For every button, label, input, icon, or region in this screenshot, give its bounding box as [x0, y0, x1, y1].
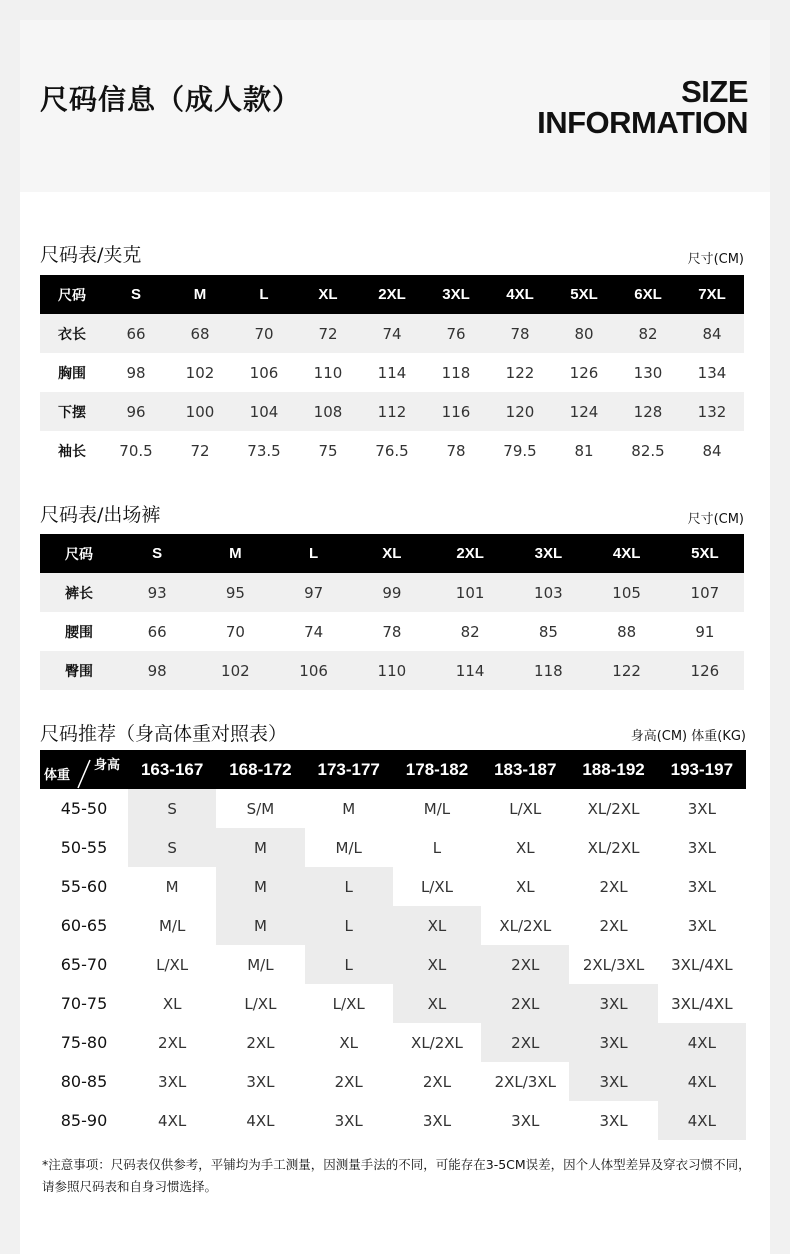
table-cell: 72	[190, 441, 210, 460]
table-cell: 114	[377, 363, 407, 382]
weight-range-label: 45-50	[60, 799, 108, 818]
disclaimer-note: *注意事项：尺码表仅供参考，平铺均为手工测量，因测量手法的不同，可能存在3-5CM误差，因个人体型差异及穿衣习惯不同，请参照尺码表和自身习惯选择。	[42, 1157, 751, 1194]
recommended-size-cell: XL	[393, 945, 481, 984]
corner-height-label: 身高	[93, 757, 120, 772]
recommended-size-cell: 3XL	[599, 1111, 628, 1130]
table-cell: 102	[196, 651, 274, 690]
size-header-cell: 4XL	[488, 275, 552, 314]
recommended-size-cell: 2XL/3XL	[494, 1072, 556, 1091]
table-cell: 76.5	[375, 441, 409, 460]
table-cell: 106	[275, 651, 353, 690]
recommended-size-cell: 3XL	[687, 877, 716, 896]
recommended-size-cell: 4XL	[658, 1023, 746, 1062]
jacket-size-table	[40, 275, 744, 470]
weight-range-label: 50-55	[60, 838, 108, 857]
height-range-header: 183-187	[481, 750, 569, 789]
table-cell: 124	[552, 392, 616, 431]
size-header-cell: 4XL	[588, 534, 666, 573]
row-label: 胸围	[58, 365, 86, 382]
recommended-size-cell: L/XL	[420, 877, 453, 896]
row-label: 臀围	[40, 651, 118, 690]
table-cell: 84	[680, 314, 744, 353]
recommended-size-cell: 2XL	[246, 1033, 275, 1052]
size-header-cell: L	[275, 534, 353, 573]
table-cell: 88	[617, 622, 637, 641]
weight-range-label: 60-65	[60, 916, 108, 935]
table-cell: 80	[552, 314, 616, 353]
recommended-size-cell: 3XL	[569, 1023, 657, 1062]
recommended-size-cell: XL/2XL	[499, 916, 552, 935]
height-range-header: 168-172	[216, 750, 304, 789]
table-cell: 82	[616, 314, 680, 353]
height-range-header: 163-167	[128, 750, 216, 789]
recommended-size-cell: XL	[162, 994, 182, 1013]
recommended-size-cell: 2XL	[481, 945, 569, 984]
pants-section-title: 尺码表/出场裤	[40, 504, 161, 526]
table-cell: 132	[680, 392, 744, 431]
page-title-en	[537, 76, 748, 138]
table-cell: 134	[697, 363, 727, 382]
row-label: 下摆	[40, 392, 104, 431]
table-cell: 106	[249, 363, 279, 382]
recommended-size-cell: 3XL	[687, 838, 716, 857]
table-cell: 104	[232, 392, 296, 431]
recommended-size-cell: 3XL	[158, 1072, 187, 1091]
recommended-size-cell: L/XL	[332, 994, 365, 1013]
table-cell: 76	[424, 314, 488, 353]
table-header-row	[40, 750, 746, 789]
size-header-cell: 2XL	[431, 534, 509, 573]
table-header-row	[40, 275, 744, 314]
table-row	[40, 612, 744, 651]
weight-range-label: 80-85	[60, 1072, 108, 1091]
table-cell: 108	[296, 392, 360, 431]
recommend-section-title: 尺码推荐（身高体重对照表）	[40, 723, 288, 745]
size-header-cell: S	[118, 534, 196, 573]
recommended-size-cell: 3XL	[334, 1111, 363, 1130]
recommended-size-cell: 4XL	[158, 1111, 187, 1130]
table-cell: 118	[441, 363, 471, 382]
table-row	[40, 573, 744, 612]
recommended-size-cell: M/L	[335, 838, 362, 857]
table-header-row	[40, 534, 744, 573]
table-cell: 74	[304, 622, 324, 641]
table-cell: 75	[318, 441, 338, 460]
table-cell: 110	[353, 651, 431, 690]
table-cell: 126	[666, 651, 744, 690]
height-range-header: 188-192	[569, 750, 657, 789]
title-en-line2: INFORMATION	[537, 105, 748, 140]
recommended-size-cell: XL	[515, 838, 535, 857]
weight-range-label: 65-70	[60, 955, 108, 974]
recommended-size-cell: M	[342, 799, 356, 818]
table-cell: 97	[275, 573, 353, 612]
pants-size-table	[40, 534, 744, 690]
recommended-size-cell: 2XL	[334, 1072, 363, 1091]
table-cell: 102	[185, 363, 215, 382]
recommended-size-cell: 3XL	[422, 1111, 452, 1130]
recommended-size-cell: 3XL	[511, 1111, 540, 1130]
size-header-cell: S	[104, 275, 168, 314]
title-en-line1: SIZE	[681, 74, 748, 109]
recommended-size-cell: M/L	[247, 955, 274, 974]
size-header-cell: 7XL	[680, 275, 744, 314]
recommended-size-cell: 3XL	[687, 799, 716, 818]
table-cell: 82	[460, 622, 480, 641]
recommended-size-cell: 3XL	[687, 916, 716, 935]
table-cell: 126	[569, 363, 599, 382]
jacket-section-title: 尺码表/夹克	[40, 244, 142, 266]
table-row	[40, 789, 746, 828]
height-range-header: 173-177	[305, 750, 393, 789]
size-header-cell: 3XL	[509, 534, 587, 573]
recommended-size-cell: 3XL	[569, 984, 657, 1023]
table-row	[40, 1023, 746, 1062]
row-label: 袖长	[58, 443, 86, 460]
recommended-size-cell: 2XL	[481, 984, 569, 1023]
recommended-size-cell: XL/2XL	[587, 799, 640, 818]
recommended-size-cell: XL/2XL	[411, 1033, 463, 1052]
table-cell: 79.5	[503, 441, 537, 460]
table-cell: 128	[616, 392, 680, 431]
recommended-size-cell: L	[305, 906, 393, 945]
recommended-size-cell: M/L	[158, 916, 186, 935]
weight-range-label: 75-80	[60, 1033, 108, 1052]
table-row	[40, 984, 746, 1023]
table-cell: 103	[509, 573, 587, 612]
size-header-cell: 5XL	[552, 275, 616, 314]
size-header-cell: 3XL	[424, 275, 488, 314]
table-cell: 130	[633, 363, 663, 382]
table-cell: 70	[225, 622, 245, 641]
table-cell: 107	[666, 573, 744, 612]
recommended-size-cell: XL	[515, 877, 535, 896]
recommended-size-cell: S	[128, 828, 216, 867]
weight-range-label: 70-75	[60, 994, 108, 1013]
table-cell: 84	[702, 441, 722, 460]
table-cell: 122	[505, 363, 535, 382]
recommended-size-cell: L	[305, 945, 393, 984]
weight-range-label: 85-90	[60, 1111, 108, 1130]
row-label: 裤长	[40, 573, 118, 612]
height-range-header: 178-182	[393, 750, 481, 789]
table-row	[40, 651, 744, 690]
table-cell: 82.5	[631, 441, 665, 460]
recommended-size-cell: 2XL/3XL	[582, 955, 645, 974]
size-header-cell: XL	[296, 275, 360, 314]
table-cell: 85	[538, 622, 558, 641]
table-row	[40, 1101, 746, 1140]
recommended-size-cell: 2XL	[481, 1023, 569, 1062]
table-cell: 78	[446, 441, 466, 460]
table-cell: 70.5	[119, 441, 153, 460]
recommended-size-cell: XL	[393, 984, 481, 1023]
recommended-size-cell: 2XL	[158, 1033, 187, 1052]
size-info-card	[20, 20, 770, 1254]
recommended-size-cell: M	[216, 906, 304, 945]
table-cell: 78	[488, 314, 552, 353]
table-row	[40, 906, 746, 945]
recommended-size-cell: XL/2XL	[587, 838, 640, 857]
recommended-size-cell: XL	[393, 906, 481, 945]
row-label: 腰围	[65, 624, 93, 641]
row-label: 衣长	[40, 314, 104, 353]
recommend-size-table	[40, 750, 746, 1140]
corner-weight-label: 体重	[44, 767, 71, 782]
table-cell: 114	[431, 651, 509, 690]
table-row	[40, 353, 744, 392]
table-cell: 93	[118, 573, 196, 612]
pants-unit-label: 尺寸(CM)	[687, 512, 744, 527]
table-cell: 105	[588, 573, 666, 612]
table-row	[40, 1062, 746, 1101]
table-cell: 100	[168, 392, 232, 431]
size-header-cell: XL	[353, 534, 431, 573]
table-cell: 101	[431, 573, 509, 612]
table-cell: 122	[588, 651, 666, 690]
table-cell: 98	[126, 363, 146, 382]
table-cell: 99	[353, 573, 431, 612]
recommended-size-cell: L	[432, 838, 442, 857]
recommended-size-cell: M	[216, 867, 304, 906]
size-header-cell: M	[168, 275, 232, 314]
table-cell: 91	[695, 622, 715, 641]
table-row	[40, 392, 744, 431]
weight-range-label: 55-60	[60, 877, 108, 896]
table-row	[40, 945, 746, 984]
recommended-size-cell: 2XL	[599, 916, 628, 935]
size-header-cell: 6XL	[616, 275, 680, 314]
table-cell: 66	[147, 622, 167, 641]
page-title: 尺码信息（成人款）	[40, 83, 302, 116]
recommended-size-cell: 3XL	[246, 1072, 275, 1091]
table-row	[40, 867, 746, 906]
recommended-size-cell: M	[165, 877, 179, 896]
size-header-cell: M	[196, 534, 274, 573]
size-header-cell: 5XL	[666, 534, 744, 573]
header-banner	[20, 20, 770, 192]
table-row	[40, 828, 746, 867]
table-cell: 68	[168, 314, 232, 353]
table-cell: 120	[488, 392, 552, 431]
table-cell: 73.5	[247, 441, 281, 460]
table-cell: 74	[360, 314, 424, 353]
table-cell: 96	[104, 392, 168, 431]
table-cell: 95	[196, 573, 274, 612]
table-cell: 110	[313, 363, 343, 382]
table-cell: 72	[296, 314, 360, 353]
table-cell: 98	[118, 651, 196, 690]
recommended-size-cell: L/XL	[156, 955, 189, 974]
recommended-size-cell: 3XL/4XL	[671, 994, 733, 1013]
table-cell: 70	[232, 314, 296, 353]
table-cell: 116	[424, 392, 488, 431]
jacket-unit-label: 尺寸(CM)	[687, 252, 744, 267]
table-cell: 66	[104, 314, 168, 353]
table-cell: 81	[574, 441, 594, 460]
recommended-size-cell: 3XL/4XL	[671, 955, 733, 974]
recommended-size-cell: 4XL	[658, 1062, 746, 1101]
recommended-size-cell: L	[305, 867, 393, 906]
height-range-header: 193-197	[658, 750, 746, 789]
size-header-cell: L	[232, 275, 296, 314]
recommended-size-cell: XL	[339, 1033, 359, 1052]
recommended-size-cell: S/M	[246, 799, 275, 818]
recommended-size-cell: L/XL	[244, 994, 277, 1013]
recommended-size-cell: S	[128, 789, 216, 828]
corner-header	[40, 750, 128, 789]
recommended-size-cell: 2XL	[599, 877, 628, 896]
recommended-size-cell: M	[216, 828, 304, 867]
recommended-size-cell: 2XL	[422, 1072, 452, 1091]
recommended-size-cell: 4XL	[246, 1111, 275, 1130]
table-cell: 78	[382, 622, 402, 641]
table-row	[40, 431, 744, 470]
size-column-header: 尺码	[40, 275, 104, 314]
table-cell: 118	[509, 651, 587, 690]
size-column-header: 尺码	[40, 534, 118, 573]
size-header-cell: 2XL	[360, 275, 424, 314]
recommend-unit-label: 身高(CM) 体重(KG)	[630, 729, 746, 744]
table-row	[40, 314, 744, 353]
recommended-size-cell: 3XL	[569, 1062, 657, 1101]
table-cell: 112	[360, 392, 424, 431]
recommended-size-cell: 4XL	[658, 1101, 746, 1140]
recommended-size-cell: M/L	[423, 799, 451, 818]
recommended-size-cell: L/XL	[509, 799, 542, 818]
